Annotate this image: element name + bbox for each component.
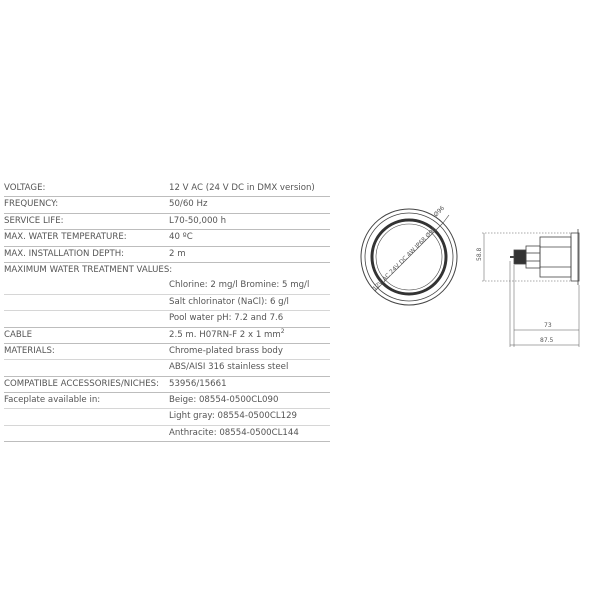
spec-row-max-water-temperature — [4, 230, 330, 246]
nut — [526, 246, 540, 268]
spec-label: VOLTAGE: — [4, 183, 46, 193]
spec-row-voltage — [4, 181, 330, 197]
width-label-1: 73 — [544, 322, 552, 329]
dimension-lines — [482, 233, 579, 347]
spec-row-compatible-accessories — [4, 377, 330, 393]
diameter-leader — [443, 215, 449, 223]
spec-value: Chlorine: 2 mg/l Bromine: 5 mg/l — [169, 280, 310, 291]
cable-gland — [514, 250, 526, 264]
spec-label: COMPATIBLE ACCESSORIES/NICHES: — [4, 378, 159, 389]
rim-engraving: 12V AC 24V DC 4W IP68 Ø96 — [371, 225, 438, 293]
spec-row-cable — [4, 328, 330, 344]
width-label-2: 87.5 — [540, 337, 554, 344]
spec-row-water-treatment-header — [4, 263, 330, 278]
spec-label: MAX. WATER TEMPERATURE: — [4, 232, 127, 243]
spec-value: Anthracite: 08554-0500CL144 — [169, 427, 299, 438]
spec-value: Pool water pH: 7.2 and 7.6 — [169, 313, 284, 324]
spec-label: FREQUENCY: — [4, 199, 59, 210]
spec-value: Salt chlorinator (NaCl): 6 g/l — [169, 296, 289, 307]
spec-value: 40 ºC — [169, 232, 193, 243]
spec-value: 2 m — [169, 248, 186, 259]
side-view — [510, 229, 579, 285]
spec-label: MAXIMUM WATER TREATMENT VALUES: — [4, 264, 173, 275]
spec-row-frequency — [4, 197, 330, 213]
spec-value — [169, 328, 285, 343]
cable-value-text: 2.5 m. H07RN-F 2 x 1 mm — [169, 329, 281, 340]
spec-row-pool-ph — [4, 311, 330, 327]
spec-value: L70-50,000 h — [169, 215, 227, 226]
diameter-label: Ø96 — [432, 204, 447, 219]
spec-table — [4, 181, 330, 442]
spec-row-faceplate-anthracite — [4, 426, 330, 442]
spec-row-materials — [4, 344, 330, 360]
spec-label: CABLE — [4, 329, 32, 340]
spec-value: ABS/AISI 316 stainless steel — [169, 362, 289, 373]
spec-label: Faceplate available in: — [4, 395, 101, 406]
spec-label: SERVICE LIFE: — [4, 215, 64, 226]
height-label: 58.8 — [476, 247, 483, 261]
spec-value: 53956/15661 — [169, 378, 227, 389]
spec-row-materials-2 — [4, 360, 330, 376]
spec-label: MAX. INSTALLATION DEPTH: — [4, 248, 125, 259]
spec-row-faceplate-beige — [4, 393, 330, 409]
spec-row-max-installation-depth — [4, 247, 330, 263]
spec-value: 50/60 Hz — [169, 199, 208, 210]
spec-row-chlorine-bromine — [4, 278, 330, 294]
spec-value: Beige: 08554-0500CL090 — [169, 395, 279, 406]
spec-value: 12 V AC (24 V DC in DMX version) — [169, 183, 315, 193]
technical-drawing — [350, 195, 600, 355]
spec-value: Light gray: 08554-0500CL129 — [169, 411, 298, 422]
body — [540, 237, 571, 277]
spec-row-salt-chlorinator — [4, 295, 330, 311]
spec-value: Chrome-plated brass body — [169, 345, 283, 356]
spec-row-faceplate-light-gray — [4, 409, 330, 425]
cable-unit-superscript: 2 — [280, 327, 285, 335]
spec-row-service-life — [4, 214, 330, 230]
spec-label: MATERIALS: — [4, 345, 55, 356]
